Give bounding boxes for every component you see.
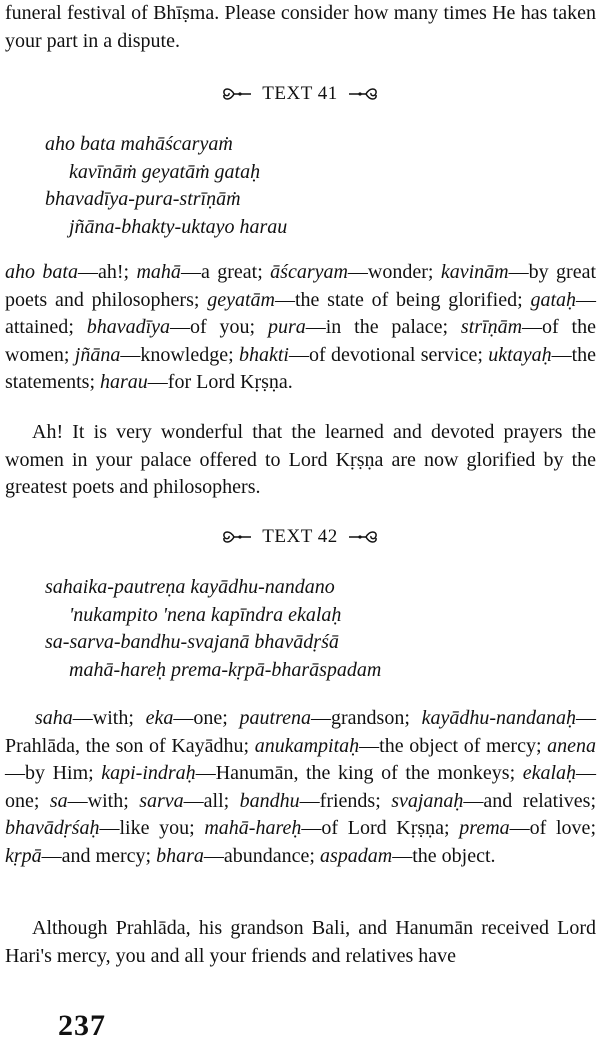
syn-term: aho bata <box>5 261 78 283</box>
left-ornament-icon <box>220 529 252 545</box>
syn-gloss: grandson <box>331 707 405 729</box>
syn-gloss: with <box>87 789 124 812</box>
syn-gloss: the statements <box>5 343 597 393</box>
syn-gloss: abundance <box>223 844 310 867</box>
syn-gloss: a great <box>200 261 258 283</box>
verse-line: sahaika-pautreṇa kayādhu-nandano <box>45 576 335 598</box>
syn-term: bhavadīya <box>86 316 171 338</box>
syn-term: sarva <box>139 789 184 812</box>
right-ornament-icon <box>348 529 380 545</box>
syn-term: eka <box>145 707 174 729</box>
syn-term: mahā <box>136 261 181 283</box>
text-41-synonyms: aho bata—ah!; mahā—a great; āścaryam—wonder; kavinām—by great poets and philosophers; geyatām—the state of being glorified; gataḥ—attained; bhavadīya—of you; pura—in the palace; strīṇām—of the women; jñāna—knowledge; bhakti—of devotional service; uktayaḥ—the statements; harau—for Lord Kṛṣṇa. <box>5 261 597 393</box>
syn-term: prema <box>459 817 510 839</box>
right-ornament-icon <box>348 86 380 102</box>
syn-gloss: attained <box>5 316 69 338</box>
syn-term: kavinām <box>440 261 509 283</box>
syn-term: jñāna <box>74 343 121 366</box>
text-42-heading <box>0 522 600 550</box>
syn-term: pautrena <box>239 707 311 729</box>
page-number: 237 <box>58 1009 106 1042</box>
syn-term: kṛpā <box>5 844 42 867</box>
syn-term: ekalaḥ <box>522 762 576 784</box>
syn-term: uktayaḥ <box>488 343 552 366</box>
syn-term: kayādhu-nandanaḥ <box>421 707 576 729</box>
syn-gloss: the object. <box>412 844 496 867</box>
syn-gloss: friends <box>319 789 376 812</box>
syn-gloss: like you <box>119 817 190 839</box>
syn-gloss: wonder <box>367 261 428 283</box>
verse-line: 'nukampito 'nena kapīndra ekalaḥ <box>69 603 342 626</box>
syn-term: saha <box>35 707 73 729</box>
syn-term: bhakti <box>239 343 289 366</box>
text-42-synonyms: saha—with; eka—one; pautrena—grandson; kayādhu-nandanaḥ—Prahlāda, the son of Kayādhu; anukampitaḥ—the object of mercy; anena—by Him; kapi-indraḥ—Hanumān, the king of the monkeys; ekalaḥ—one; sa—with; sarva—all; bandhu—friends; svajanaḥ—and relatives; bhavādṛśaḥ—like you; mahā-hareḥ—of Lord Kṛṣṇa; prema—of love; kṛpā—and mercy; bhara—abundance; aspadam—the object. <box>5 707 597 867</box>
syn-gloss: by great poets and philosophers <box>5 261 597 311</box>
verse-line: sa-sarva-bandhu-svajanā bhavādṛśā <box>45 631 339 653</box>
syn-gloss: knowledge <box>140 343 229 366</box>
syn-gloss: of love <box>529 817 591 839</box>
syn-gloss: of the women <box>5 316 596 366</box>
text-41-label: TEXT 41 <box>262 82 338 104</box>
text-42-label: TEXT 42 <box>262 525 338 547</box>
syn-gloss: ah! <box>97 261 124 283</box>
syn-term: mahā-hareḥ <box>204 817 302 839</box>
syn-term: gataḥ <box>530 288 577 311</box>
syn-term: strīṇām <box>460 316 523 338</box>
syn-gloss: of Lord Kṛṣṇa <box>321 817 445 839</box>
syn-term: pura <box>267 316 306 338</box>
syn-term: kapi-indraḥ <box>101 762 196 784</box>
syn-gloss: for Lord Kṛṣṇa. <box>167 371 293 393</box>
intro-paragraph: funeral festival of Bhīṣma. Please consider how many times He has taken your part in a dispute. <box>5 2 596 52</box>
syn-term: harau <box>100 371 148 393</box>
syn-term: bhara <box>156 844 204 867</box>
verse-line: bhavadīya-pura-strīṇāṁ <box>45 188 241 210</box>
text-41-verse <box>45 131 287 241</box>
syn-term: anukampitaḥ <box>254 734 360 757</box>
syn-term: svajanaḥ <box>391 789 464 812</box>
left-ornament-icon <box>220 86 252 102</box>
syn-gloss: and mercy <box>61 844 146 867</box>
syn-gloss: Prahlāda, the son of Kayādhu <box>5 734 244 757</box>
syn-term: āścaryam <box>270 261 348 283</box>
verse-line: kavīnāṁ geyatāṁ gataḥ <box>69 160 261 183</box>
syn-gloss: one <box>193 707 223 729</box>
verse-line: jñāna-bhakty-uktayo harau <box>69 215 288 238</box>
syn-term: bandhu <box>239 789 300 812</box>
syn-gloss: one <box>5 789 34 812</box>
syn-gloss: by Him <box>25 762 89 784</box>
syn-term: anena <box>547 734 597 757</box>
syn-gloss: with <box>92 707 129 729</box>
text-41-heading <box>0 79 600 107</box>
syn-gloss: all <box>203 789 224 812</box>
verse-line: aho bata mahāścaryaṁ <box>45 133 233 155</box>
syn-gloss: in the palace <box>325 316 443 338</box>
syn-gloss: and relatives <box>483 789 591 812</box>
syn-gloss: Hanumān, the king of the monkeys <box>215 762 510 784</box>
syn-term: geyatām <box>207 288 275 311</box>
syn-term: bhavādṛśaḥ <box>5 817 100 839</box>
syn-term: sa <box>49 789 68 812</box>
text-42-verse <box>45 574 381 684</box>
syn-term: aspadam <box>319 844 393 867</box>
syn-gloss: of devotional service <box>309 343 478 366</box>
text-41-translation: Ah! It is very wonderful that the learned and devoted prayers the women in your palace offered to Lord Kṛṣṇa are now glorified by the greatest poets and philosophers. <box>5 421 596 498</box>
syn-gloss: the object of mercy <box>379 734 536 757</box>
verse-line: mahā-hareḥ prema-kṛpā-bharāspadam <box>69 658 382 681</box>
text-42-translation: Although Prahlāda, his grandson Bali, and Hanumān received Lord Hari's mercy, you and all your friends and relatives have <box>5 917 596 967</box>
syn-gloss: of you <box>190 316 250 338</box>
syn-gloss: the state of being glorified <box>294 288 518 311</box>
